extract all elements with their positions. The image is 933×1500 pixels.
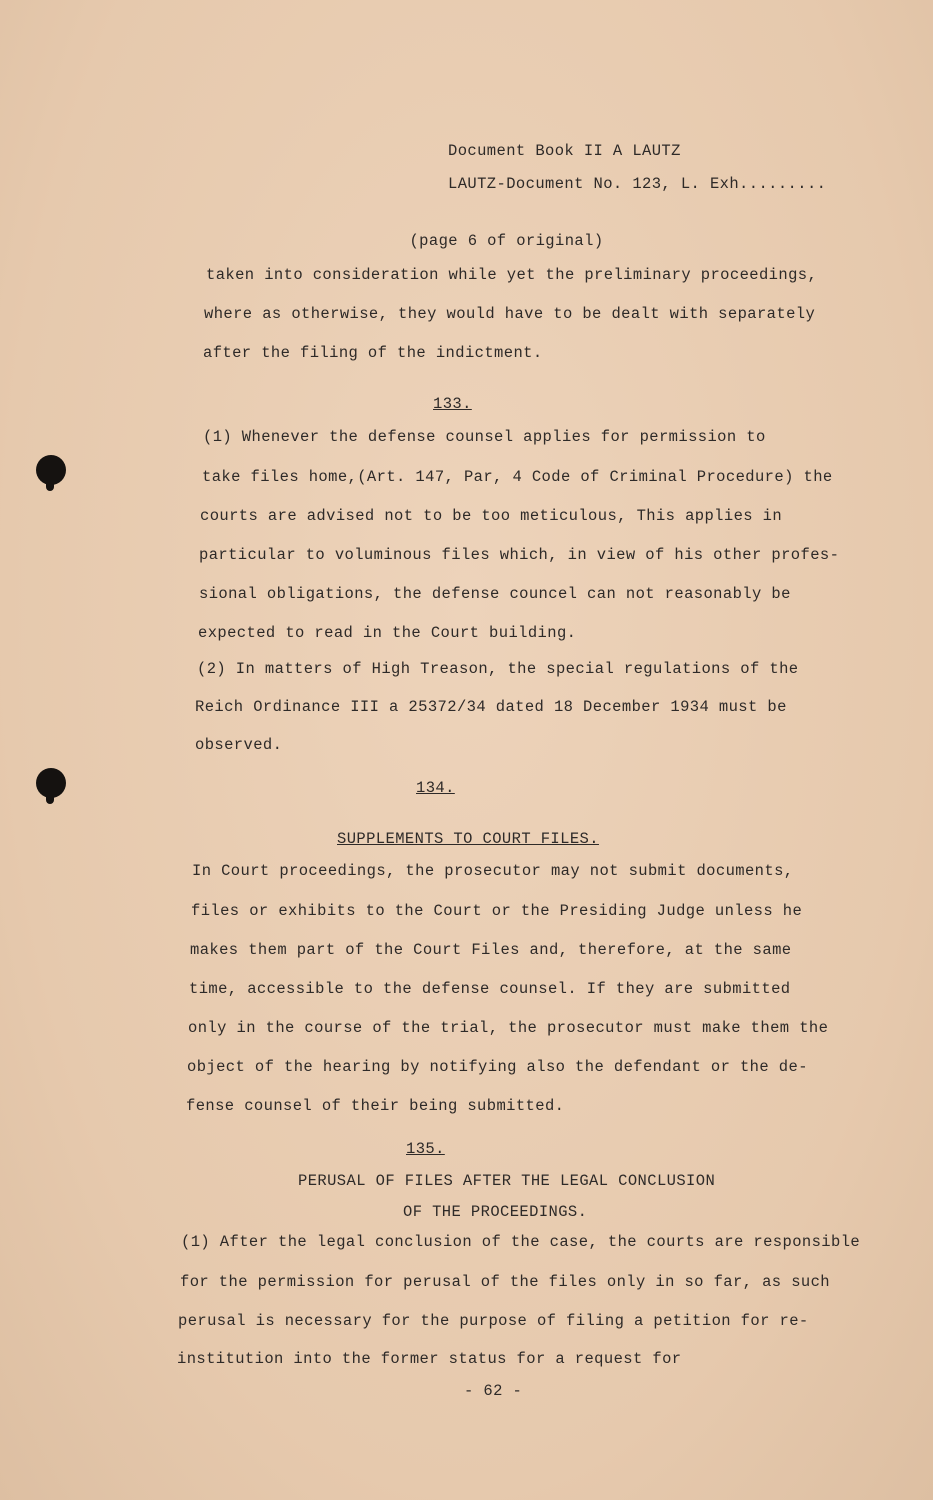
section-135-line: institution into the former status for a request for [177,1350,682,1368]
section-135-number: 135. [406,1140,445,1158]
section-134-line: time, accessible to the defense counsel. If they are submitted [189,980,791,998]
intro-line: taken into consideration while yet the preliminary proceedings, [206,266,818,284]
section-133-line: expected to read in the Court building. [198,624,577,642]
section-133-line: sional obligations, the defense councel can not reasonably be [199,585,791,603]
intro-line: where as otherwise, they would have to be dealt with separately [204,305,816,323]
section-134-line: files or exhibits to the Court or the Presiding Judge unless he [191,902,803,920]
section-135-line: perusal is necessary for the purpose of filing a petition for re- [178,1312,809,1330]
punch-hole-bottom [36,768,66,798]
section-133-line: (1) Whenever the defense counsel applies for permission to [203,428,766,446]
section-133-line: observed. [195,736,283,754]
section-134-line: makes them part of the Court Files and, therefore, at the same [190,941,792,959]
section-135-line: (1) After the legal conclusion of the case, the courts are responsible [181,1233,861,1251]
document-book-header: Document Book II A LAUTZ [448,142,681,160]
section-133-line: take files home,(Art. 147, Par, 4 Code of Criminal Procedure) the [202,468,833,486]
section-134-title: SUPPLEMENTS TO COURT FILES. [337,830,599,848]
intro-line: after the filing of the indictment. [203,344,543,362]
document-number-header: LAUTZ-Document No. 123, L. Exh......... [448,175,827,193]
section-134-line: fense counsel of their being submitted. [186,1097,565,1115]
section-133-line: Reich Ordinance III a 25372/34 dated 18 December 1934 must be [195,698,787,716]
section-134-line: In Court proceedings, the prosecutor may not submit documents, [192,862,794,880]
section-133-line: (2) In matters of High Treason, the special regulations of the [197,660,799,678]
section-133-line: particular to voluminous files which, in view of his other profes- [199,546,840,564]
section-134-line: only in the course of the trial, the prosecutor must make them the [188,1019,829,1037]
page-number: - 62 - [464,1382,523,1400]
section-135-title-line-2: OF THE PROCEEDINGS. [403,1203,588,1221]
section-134-line: object of the hearing by notifying also the defendant or the de- [187,1058,808,1076]
section-133-line: courts are advised not to be too meticulous, This applies in [200,507,783,525]
punch-hole-top [36,455,66,485]
section-135-title-line-1: PERUSAL OF FILES AFTER THE LEGAL CONCLUSION [298,1172,716,1190]
section-133-number: 133. [433,395,472,413]
section-134-number: 134. [416,779,455,797]
section-135-line: for the permission for perusal of the files only in so far, as such [180,1273,831,1291]
page-note: (page 6 of original) [409,232,604,250]
